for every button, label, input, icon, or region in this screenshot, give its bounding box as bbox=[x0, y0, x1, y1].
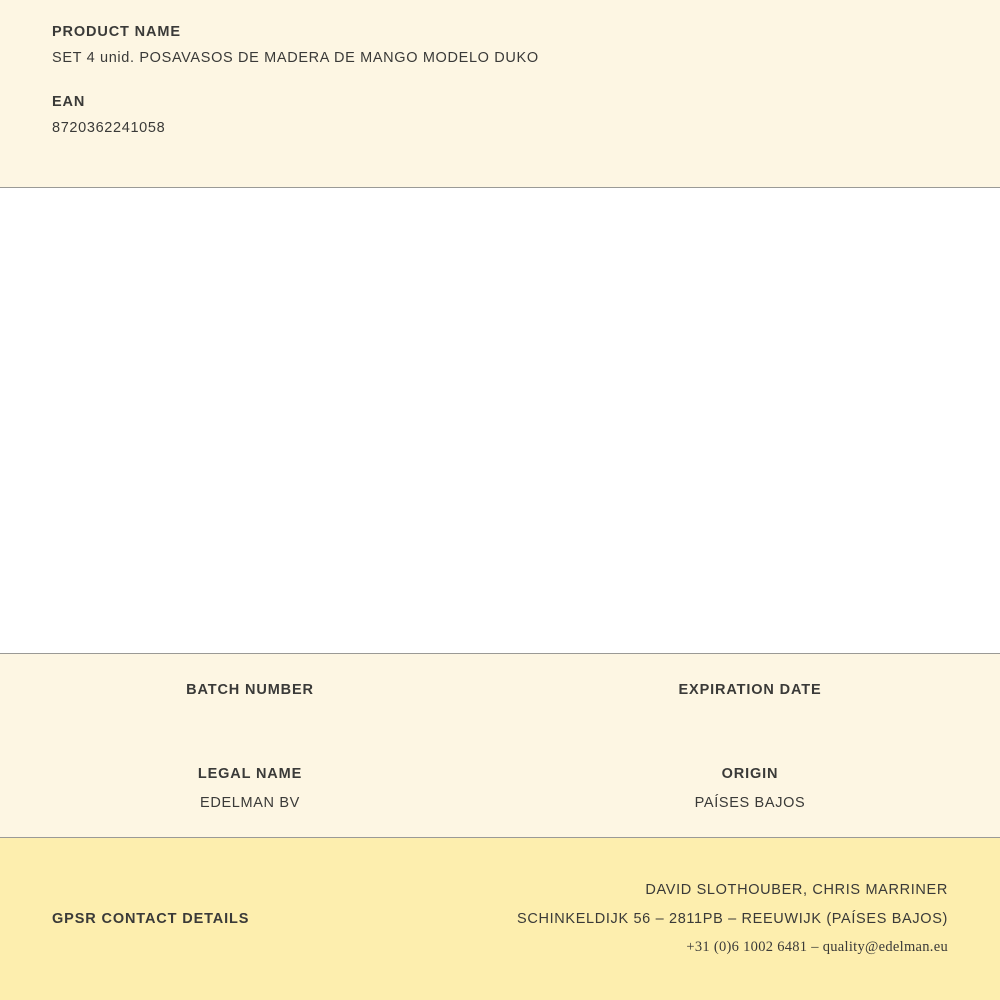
ean-label: EAN bbox=[52, 94, 86, 110]
legal-name-cell bbox=[0, 764, 500, 813]
batch-number-cell bbox=[0, 680, 500, 758]
product-name-value: SET 4 unid. POSAVASOS DE MADERA DE MANGO MODELO DUKO bbox=[52, 50, 539, 66]
batch-number-value bbox=[0, 700, 500, 758]
expiration-date-cell bbox=[500, 680, 1000, 758]
legal-name-value: EDELMAN BV bbox=[200, 794, 300, 811]
legal-origin-row bbox=[0, 764, 1000, 813]
ean-value: 8720362241058 bbox=[52, 120, 166, 136]
gpsr-title: GPSR CONTACT DETAILS bbox=[52, 911, 250, 927]
origin-label: ORIGIN bbox=[721, 766, 779, 783]
legal-name-label: LEGAL NAME bbox=[197, 766, 303, 783]
product-details-section bbox=[0, 654, 1000, 838]
origin-cell bbox=[500, 764, 1000, 813]
product-name-block bbox=[52, 24, 948, 66]
product-image-area bbox=[0, 188, 1000, 654]
gpsr-contact-names: DAVID SLOTHOUBER, CHRIS MARRINER bbox=[645, 881, 948, 898]
expiration-date-label: EXPIRATION DATE bbox=[678, 682, 822, 699]
product-name-label: PRODUCT NAME bbox=[52, 24, 181, 40]
origin-value: PAÍSES BAJOS bbox=[694, 794, 806, 811]
batch-expiration-row bbox=[0, 680, 1000, 758]
expiration-date-value bbox=[500, 700, 1000, 758]
batch-number-label: BATCH NUMBER bbox=[186, 682, 314, 699]
product-info-section bbox=[0, 0, 1000, 188]
ean-block bbox=[52, 94, 948, 136]
gpsr-contact-section bbox=[0, 838, 1000, 1000]
gpsr-contact-address: SCHINKELDIJK 56 – 2811PB – REEUWIJK (PAÍSES BAJOS) bbox=[517, 910, 948, 927]
gpsr-contact-details bbox=[517, 876, 948, 962]
gpsr-contact-phone-email: +31 (0)6 1002 6481 – quality@edelman.eu bbox=[686, 939, 948, 956]
